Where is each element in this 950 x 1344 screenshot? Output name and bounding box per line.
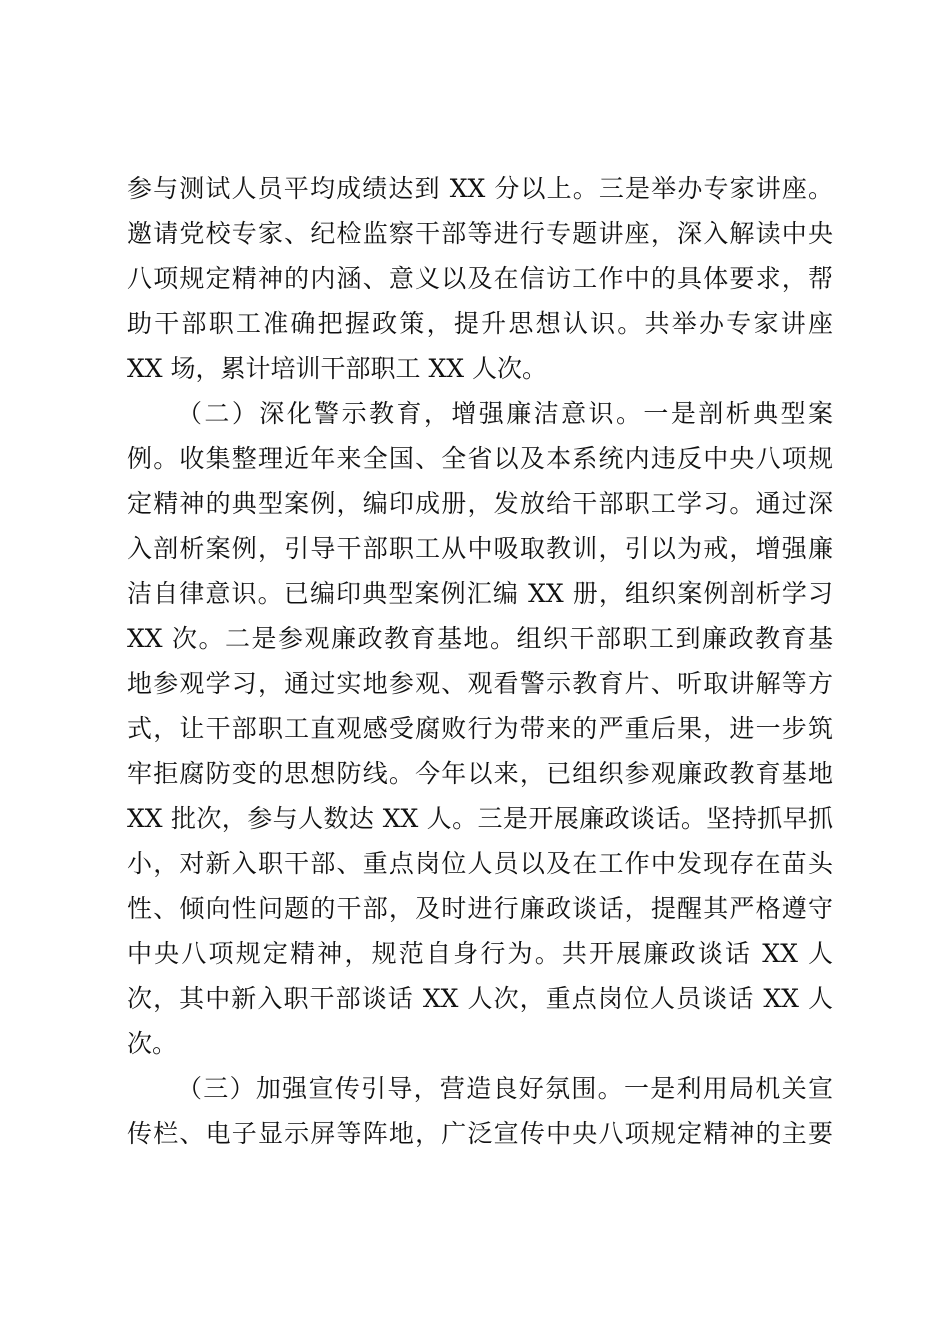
text-line: 助干部职工准确把握政策，提升思想认识。共举办专家讲座 [127, 309, 833, 338]
text-line: 参与测试人员平均成绩达到 XX 分以上。三是举办专家讲座。 [127, 174, 833, 203]
text-line: 次，其中新入职干部谈话 XX 人次，重点岗位人员谈话 XX 人 [127, 984, 833, 1013]
text-line: 小，对新入职干部、重点岗位人员以及在工作中发现存在苗头 [127, 849, 833, 878]
text-line: XX 场，累计培训干部职工 XX 人次。 [127, 354, 548, 383]
text-line: 八项规定精神的内涵、意义以及在信访工作中的具体要求，帮 [127, 264, 833, 293]
document-body [127, 166, 833, 1156]
text-line: 邀请党校专家、纪检监察干部等进行专题讲座，深入解读中央 [127, 219, 833, 248]
text-line: 次。 [127, 1029, 178, 1058]
text-line: 牢拒腐防变的思想防线。今年以来，已组织参观廉政教育基地 [127, 759, 833, 788]
text-line: 定精神的典型案例，编印成册，发放给干部职工学习。通过深 [127, 489, 833, 518]
text-line: 传栏、电子显示屏等阵地，广泛宣传中央八项规定精神的主要 [127, 1119, 833, 1148]
text-line: 中央八项规定精神，规范自身行为。共开展廉政谈话 XX 人 [127, 939, 833, 968]
text-line: 例。收集整理近年来全国、全省以及本系统内违反中央八项规 [127, 444, 833, 473]
section-heading-line: （二）深化警示教育，增强廉洁意识。一是剖析典型案 [177, 399, 833, 428]
text-line: XX 批次，参与人数达 XX 人。三是开展廉政谈话。坚持抓早抓 [127, 804, 833, 833]
text-line: 洁自律意识。已编印典型案例汇编 XX 册，组织案例剖析学习 [127, 579, 833, 608]
text-line: 入剖析案例，引导干部职工从中吸取教训，引以为戒，增强廉 [127, 534, 833, 563]
text-line: XX 次。二是参观廉政教育基地。组织干部职工到廉政教育基 [127, 624, 833, 653]
section-heading-line: （三）加强宣传引导，营造良好氛围。一是利用局机关宣 [177, 1074, 833, 1103]
text-line: 地参观学习，通过实地参观、观看警示教育片、听取讲解等方 [127, 669, 833, 698]
text-line: 式，让干部职工直观感受腐败行为带来的严重后果，进一步筑 [127, 714, 833, 743]
text-line: 性、倾向性问题的干部，及时进行廉政谈话，提醒其严格遵守 [127, 894, 833, 923]
